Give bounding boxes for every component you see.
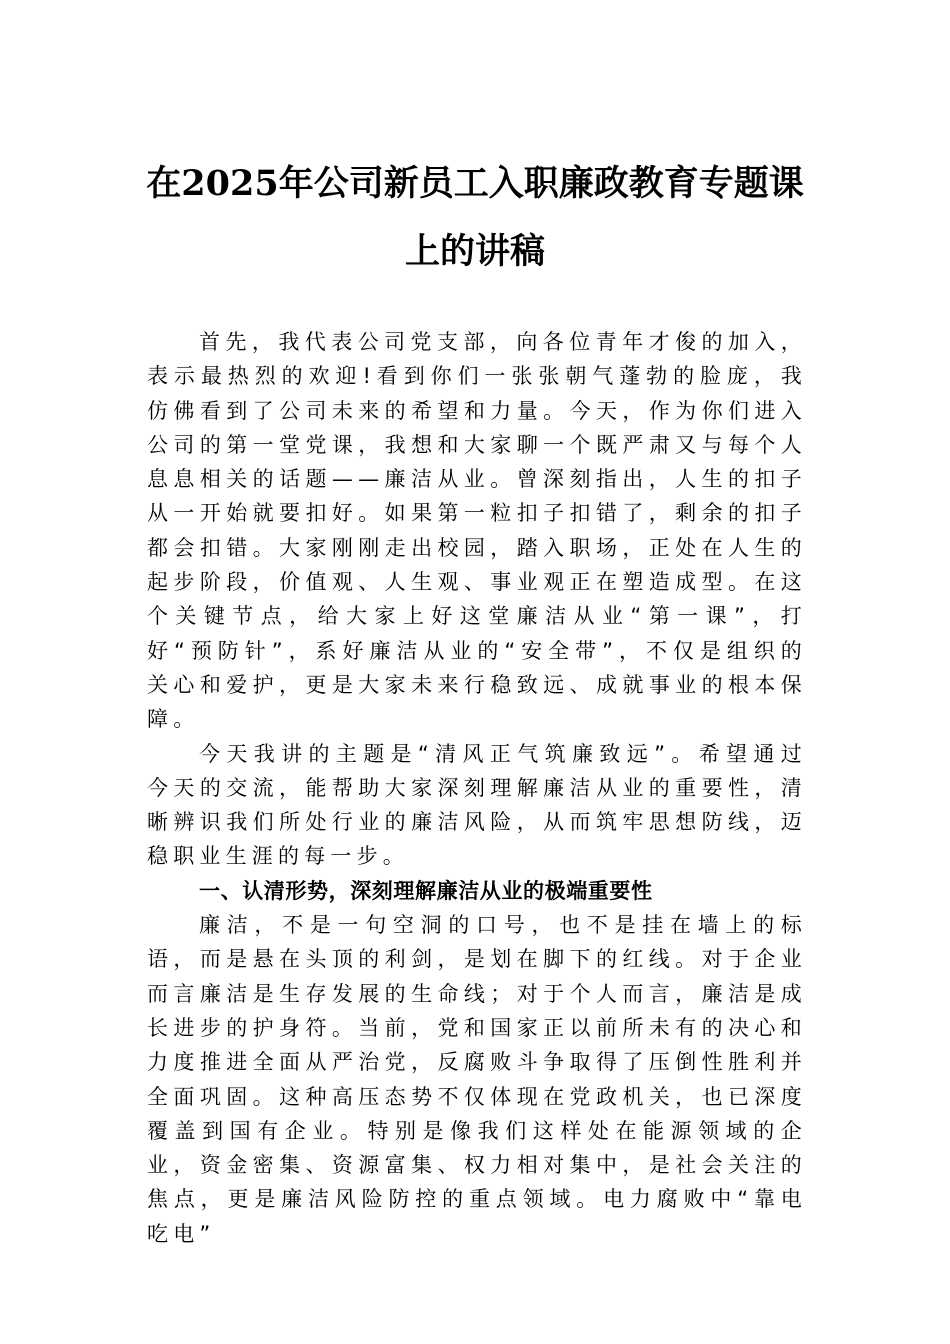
paragraph-opening: 首先，我代表公司党支部，向各位青年才俊的加入，表示最热烈的欢迎!看到你们一张张朝气蓬勃的脸庞，我仿佛看到了公司未来的希望和力量。今天，作为你们进入公司的第一堂党课，我想和大家聊一个既严肃又与每个人息息相关的话题——廉洁从业。曾深刻指出，人生的扣子从一开始就要扣好。如果第一粒扣子扣错了，剩余的扣子都会扣错。大家刚刚走出校园，踏入职场，正处在人生的起步阶段，价值观、人生观、事业观正在塑造成型。在这个关键节点，给大家上好这堂廉洁从业“第一课”，打好“预防针”，系好廉洁从业的“安全带”，不仅是组织的关心和爱护，更是大家未来行稳致远、成就事业的根本保障。: [147, 330, 807, 732]
paragraph-section-one: 廉洁，不是一句空洞的口号，也不是挂在墙上的标语，而是悬在头顶的利剑，是划在脚下的红线。对于企业而言廉洁是生存发展的生命线；对于个人而言，廉洁是成长进步的护身符。当前，党和国家正以前所未有的决心和力度推进全面从严治党，反腐败斗争取得了压倒性胜利并全面巩固。这种高压态势不仅体现在党政机关，也已深度覆盖到国有企业。特别是像我们这样处在能源领域的企业，资金密集、资源富集、权力相对集中，是社会关注的焦点，更是廉洁风险防控的重点领域。电力腐败中“靠电吃电”: [147, 913, 807, 1246]
title-line-1: 在2025年公司新员工入职廉政教育专题课: [146, 163, 804, 204]
title-line-2: 上的讲稿: [404, 231, 545, 272]
document-body: [147, 325, 807, 1251]
document-title: [130, 150, 820, 286]
section-heading: 一、认清形势，深刻理解廉洁从业的极端重要性: [199, 878, 653, 903]
paragraph-theme: 今天我讲的主题是“清风正气筑廉致远”。希望通过今天的交流，能帮助大家深刻理解廉洁从业的重要性，清晰辨识我们所处行业的廉洁风险，从而筑牢思想防线，迈稳职业生涯的每一步。: [147, 741, 807, 869]
